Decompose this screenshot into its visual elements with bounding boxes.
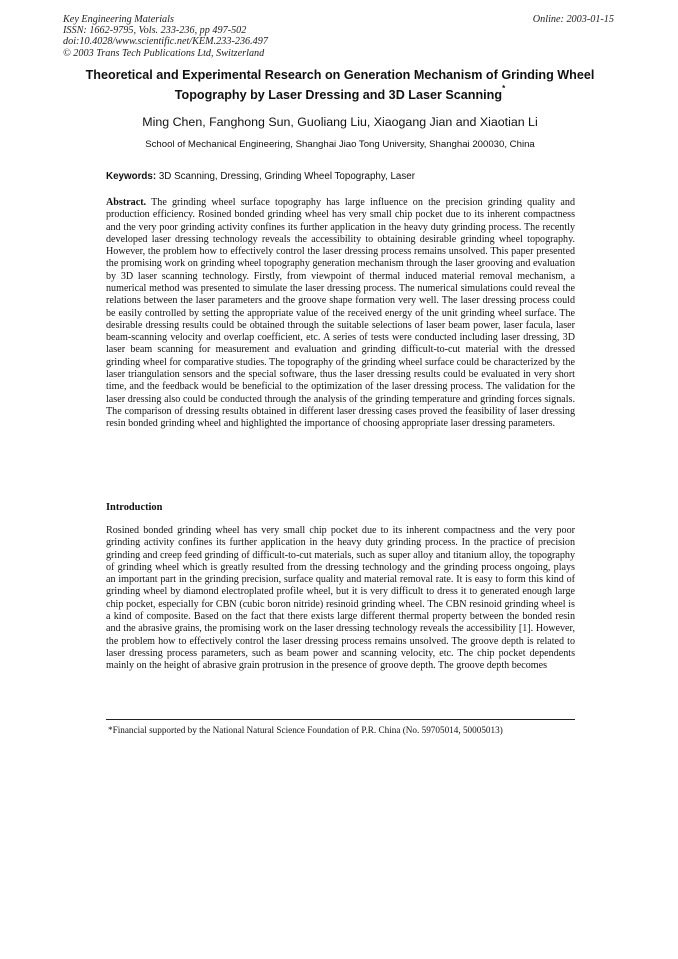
affiliation: School of Mechanical Engineering, Shanghai Jiao Tong University, Shanghai 200030, China xyxy=(145,139,535,150)
journal-name: Key Engineering Materials xyxy=(63,14,174,25)
keywords xyxy=(106,171,576,182)
paper-title xyxy=(70,68,610,103)
section-heading-introduction: Introduction xyxy=(106,502,163,513)
author-list: Ming Chen, Fanghong Sun, Guoliang Liu, Xiaogang Jian and Xiaotian Li xyxy=(142,115,538,129)
footnote: *Financial supported by the National Natural Science Foundation of P.R. China (No. 59705014, 50005013) xyxy=(108,725,503,735)
doi-line[interactable]: doi:10.4028/www.scientific.net/KEM.233-236.497 xyxy=(63,36,268,48)
paper-title-text: Theoretical and Experimental Research on Generation Mechanism of Grinding Wheel Topography by Laser Dressing and 3D Laser Scanning xyxy=(85,68,595,102)
abstract-label: Abstract. xyxy=(106,197,147,208)
abstract-text: The grinding wheel surface topography has large influence on the precision grinding quality and production efficiency. Rosined bonded grinding wheel has very small chip pocket due to its inherent compactness and the very poor grinding activity confines its further application in the heavy duty grinding process. The recently developed laser dressing technology reveals the accessibility to obtaining desirable grinding wheel topography. However, the problem how to effectively control the laser dressing process remains unsolved. This paper presented the promising work on grinding wheel topography generation mechanism through the laser grooving and evaluation by 3D laser scanning technology. Firstly, from viewpoint of thermal induced material removal mechanism, a numerical method was presented to simulate the laser dressing process. The numerical simulations could reveal the relations between the laser parameters and the groove shape formation very well. The laser dressing process could be easily controlled by setting the appropriate value of the received energy of the unit grinding wheel surface. The desirable dressing results could be obtained through the suitable selections of laser beam power, laser facula, laser beam-scanning velocity and overlap coefficient, etc. A series of tests were conducted including laser dressing, 3D laser beam scanning for measurement and evaluation and grinding difficult-to-cut material with the dressed grinding wheel for comparative studies. The topography of the grinding wheel surface could be characterized by the laser triangulation sensors and the special software, thus the laser dressing results could be evaluated in very short time, and the feedback would be beneficial to the optimization of the laser dressing process. The validation for the laser dressing also could be conducted through the analysis of the grinding temperature and grinding forces signals. The comparison of dressing results obtained in different laser dressing cases proved the feasibility of laser dressing resin bonded grinding wheel and highlighted the importance of choosing appropriate laser dressing parameters. xyxy=(106,197,575,430)
copyright-line: © 2003 Trans Tech Publications Ltd, Switzerland xyxy=(63,47,265,59)
online-date: Online: 2003-01-15 xyxy=(532,14,614,25)
introduction-paragraph: Rosined bonded grinding wheel has very small chip pocket due to its inherent compactness and the very poor grinding activity confines its further application in the heavy duty grinding process. In the practice of precision grinding and creep feed grinding of difficult-to-cut materials, such as super alloy and titanium alloy, the topography of grinding wheel which is greatly resulted from the dressing technology and the grinding process ongoing, plays an important part in the grinding precision, surface quality and material removal rate. It is easy to form this kind of grinding wheel by diamond electroplated profile wheel, but it is very difficult to dress it to generated enough large chip pocket, especially for CBN (cubic boron nitride) resinoid grinding wheel. The CBN resinoid grinding wheel is a kind of composite. Based on the fact that there exists large different thermal property between the bonded resin and the abrasive grains, the promising work on the laser dressing technology reveals the accessibility [1]. However, the problem how to effectively control the laser dressing process remains unsolved. The groove depth is related to laser dressing process parameters, such as beam power and scanning velocity, etc. The chip pocket dependents mainly on the height of abrasive grain protrusion in the presence of groove depth. The groove depth becomes xyxy=(106,525,575,672)
title-footnote-mark: * xyxy=(502,83,506,93)
issn-line: ISSN: 1662-9795, Vols. 233-236, pp 497-502 xyxy=(63,25,247,37)
abstract xyxy=(106,197,575,430)
footnote-divider xyxy=(106,719,575,720)
keywords-label: Keywords: xyxy=(106,171,157,182)
keywords-text: 3D Scanning, Dressing, Grinding Wheel Topography, Laser xyxy=(158,171,415,182)
journal-header xyxy=(63,14,463,59)
